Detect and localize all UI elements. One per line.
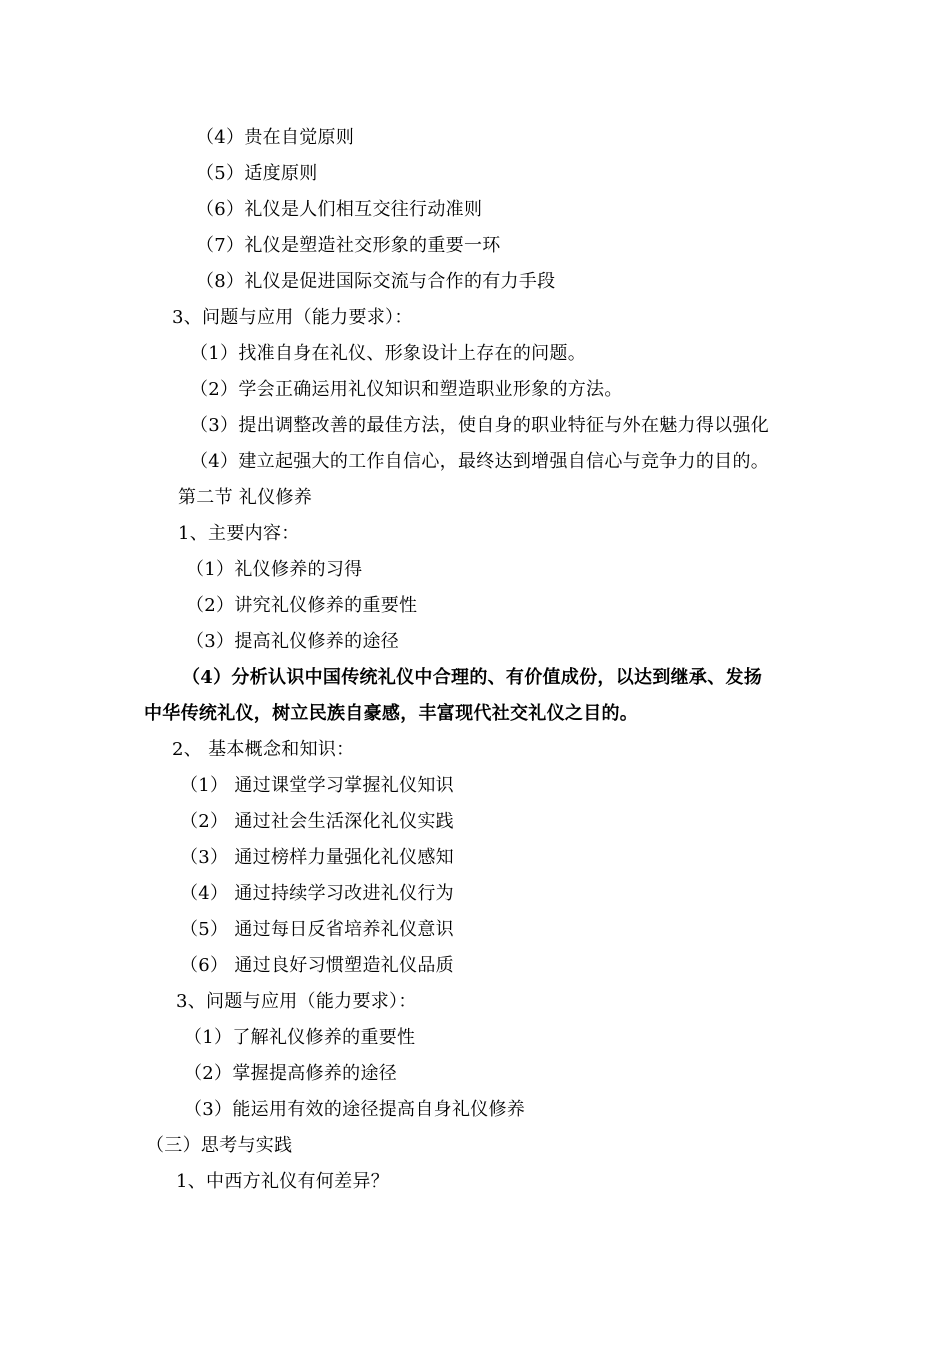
list-item-ability2-1: （1）了解礼仪修养的重要性	[184, 1027, 416, 1048]
list-item-ability-3: （3）提出调整改善的最佳方法，使自身的职业特征与外在魅力得以强化	[190, 415, 770, 436]
list-item-ability-1: （1）找准自身在礼仪、形象设计上存在的问题。	[190, 343, 587, 364]
section-heading-main-content: 1、主要内容：	[178, 523, 300, 544]
section-heading-concepts: 2、 基本概念和知识：	[172, 739, 355, 760]
section-heading-ability-1: 3、问题与应用（能力要求）：	[172, 307, 413, 328]
list-item-concept-1: （1） 通过课堂学习掌握礼仪知识	[180, 775, 454, 796]
list-item-ability2-2: （2）掌握提高修养的途径	[184, 1063, 398, 1084]
list-item-principle-4: （4）贵在自觉原则	[196, 127, 355, 148]
list-item-principle-7: （7）礼仪是塑造社交形象的重要一环	[196, 235, 501, 256]
list-item-concept-5: （5） 通过每日反省培养礼仪意识	[180, 919, 454, 940]
list-item-content-3: （3）提高礼仪修养的途径	[186, 631, 400, 652]
list-item-principle-8: （8）礼仪是促进国际交流与合作的有力手段	[196, 271, 556, 292]
section-heading-reflection: （三）思考与实践	[146, 1135, 293, 1156]
section-title-etiquette-cultivation: 第二节 礼仪修养	[178, 487, 313, 508]
list-item-principle-5: （5）适度原则	[196, 163, 318, 184]
list-item-concept-4: （4） 通过持续学习改进礼仪行为	[180, 883, 454, 904]
list-item-concept-2: （2） 通过社会生活深化礼仪实践	[180, 811, 454, 832]
list-item-concept-3: （3） 通过榜样力量强化礼仪感知	[180, 847, 454, 868]
list-item-content-4-line-2: 中华传统礼仪，树立民族自豪感，丰富现代社交礼仪之目的。	[144, 703, 639, 724]
list-item-content-1: （1）礼仪修养的习得	[186, 559, 363, 580]
list-item-concept-6: （6） 通过良好习惯塑造礼仪品质	[180, 955, 454, 976]
list-item-principle-6: （6）礼仪是人们相互交往行动准则	[196, 199, 483, 220]
list-item-ability-2: （2）学会正确运用礼仪知识和塑造职业形象的方法。	[190, 379, 623, 400]
section-heading-ability-2: 3、问题与应用（能力要求）：	[176, 991, 417, 1012]
list-item-content-2: （2）讲究礼仪修养的重要性	[186, 595, 418, 616]
question-1: 1、中西方礼仪有何差异？	[176, 1171, 390, 1192]
list-item-ability2-3: （3）能运用有效的途径提高自身礼仪修养	[184, 1099, 526, 1120]
list-item-ability-4: （4）建立起强大的工作自信心，最终达到增强自信心与竞争力的目的。	[190, 451, 770, 472]
list-item-content-4-line-1: （4）分析认识中国传统礼仪中合理的、有价值成份，以达到继承、发扬	[182, 667, 763, 688]
